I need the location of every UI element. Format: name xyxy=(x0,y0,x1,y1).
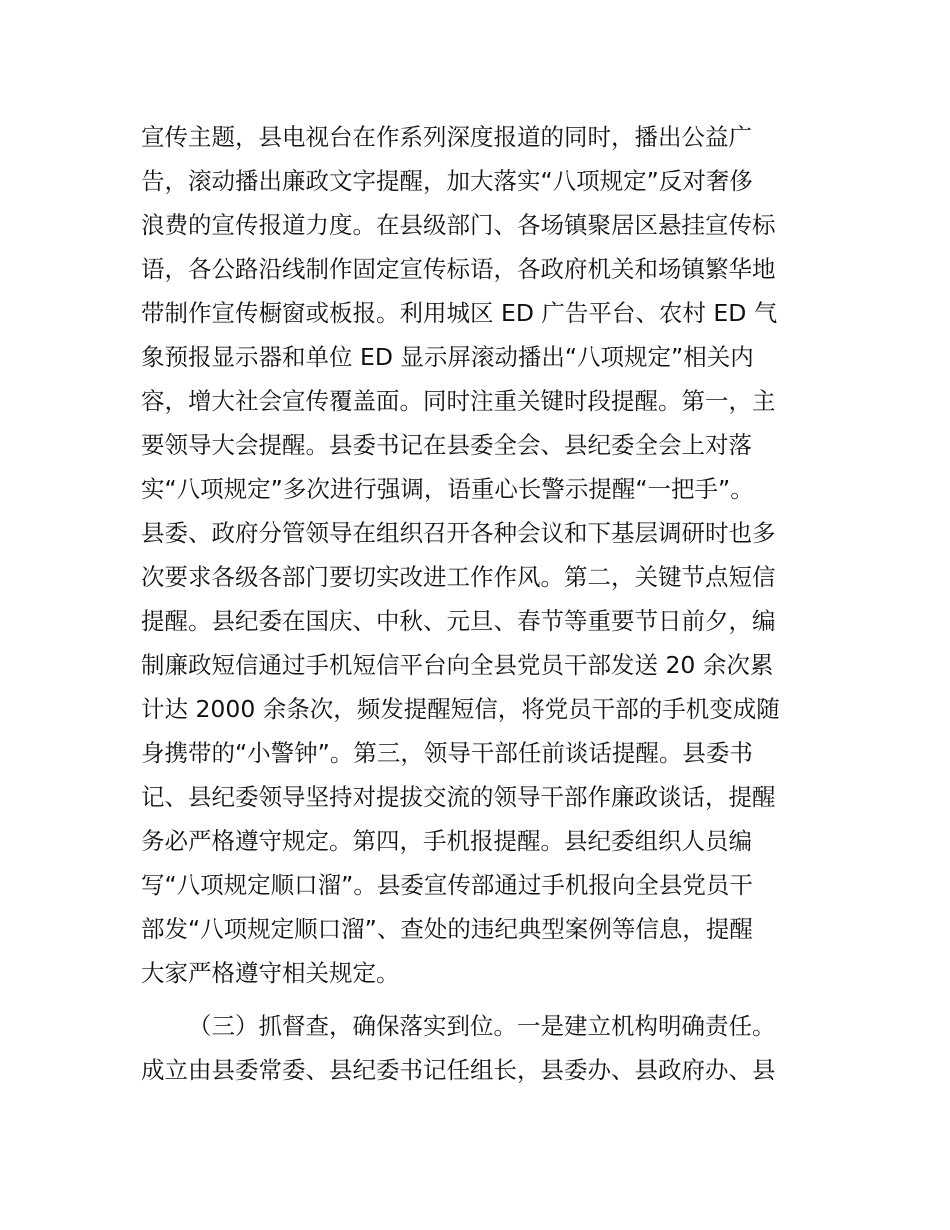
text-line: 部发“八项规定顺口溜”、查处的违纪典型案例等信息，提醒 xyxy=(141,915,753,943)
text-line: 务必严格遵守规定。第四，手机报提醒。县纪委组织人员编 xyxy=(141,827,752,855)
paragraph-gap xyxy=(141,995,821,1004)
body-text xyxy=(141,115,821,1092)
text-line: 告，滚动播出廉政文字提醒，加大落实“八项规定”反对奢侈 xyxy=(141,167,753,195)
text-line: 语，各公路沿线制作固定宣传标语，各政府机关和场镇繁华地 xyxy=(141,255,776,283)
text-line: 宣传主题，县电视台在作系列深度报道的同时，播出公益广 xyxy=(141,123,752,151)
text-line: 浪费的宣传报道力度。在县级部门、各场镇聚居区悬挂宣传标 xyxy=(141,211,776,239)
text-line: 身携带的“小警钟”。第三，领导干部任前谈话提醒。县委书 xyxy=(141,739,753,767)
text-line: 成立由县委常委、县纪委书记任组长，县委办、县政府办、县 xyxy=(141,1056,776,1084)
paragraph-2 xyxy=(141,1004,821,1092)
text-line: 次要求各级各部门要切实改进工作作风。第二，关键节点短信 xyxy=(141,563,776,591)
text-line: 大家严格遵守相关规定。 xyxy=(141,959,400,987)
text-line: 提醒。县纪委在国庆、中秋、元旦、春节等重要节日前夕，编 xyxy=(141,607,776,635)
text-line: 制廉政短信通过手机短信平台向全县党员干部发送 20 余次累 xyxy=(141,651,774,679)
text-line: （三）抓督查，确保落实到位。一是建立机构明确责任。 xyxy=(188,1012,776,1040)
text-line: 记、县纪委领导坚持对提拔交流的领导干部作廉政谈话，提醒 xyxy=(141,783,776,811)
text-line: 带制作宣传橱窗或板报。利用城区 ED 广告平台、农村 ED 气 xyxy=(141,299,778,327)
text-line: 实“八项规定”多次进行强调，语重心长警示提醒“一把手”。 xyxy=(141,475,754,503)
paragraph-1 xyxy=(141,115,821,995)
text-line: 写“八项规定顺口溜”。县委宣传部通过手机报向全县党员干 xyxy=(141,871,753,899)
text-line: 象预报显示器和单位 ED 显示屏滚动播出“八项规定”相关内 xyxy=(141,343,754,371)
text-line: 要领导大会提醒。县委书记在县委全会、县纪委全会上对落 xyxy=(141,431,752,459)
text-line: 容，增大社会宣传覆盖面。同时注重关键时段提醒。第一，主 xyxy=(141,387,776,415)
text-line: 县委、政府分管领导在组织召开各种会议和下基层调研时也多 xyxy=(141,519,776,547)
text-line: 计达 2000 余条次，频发提醒短信，将党员干部的手机变成随 xyxy=(141,695,780,723)
